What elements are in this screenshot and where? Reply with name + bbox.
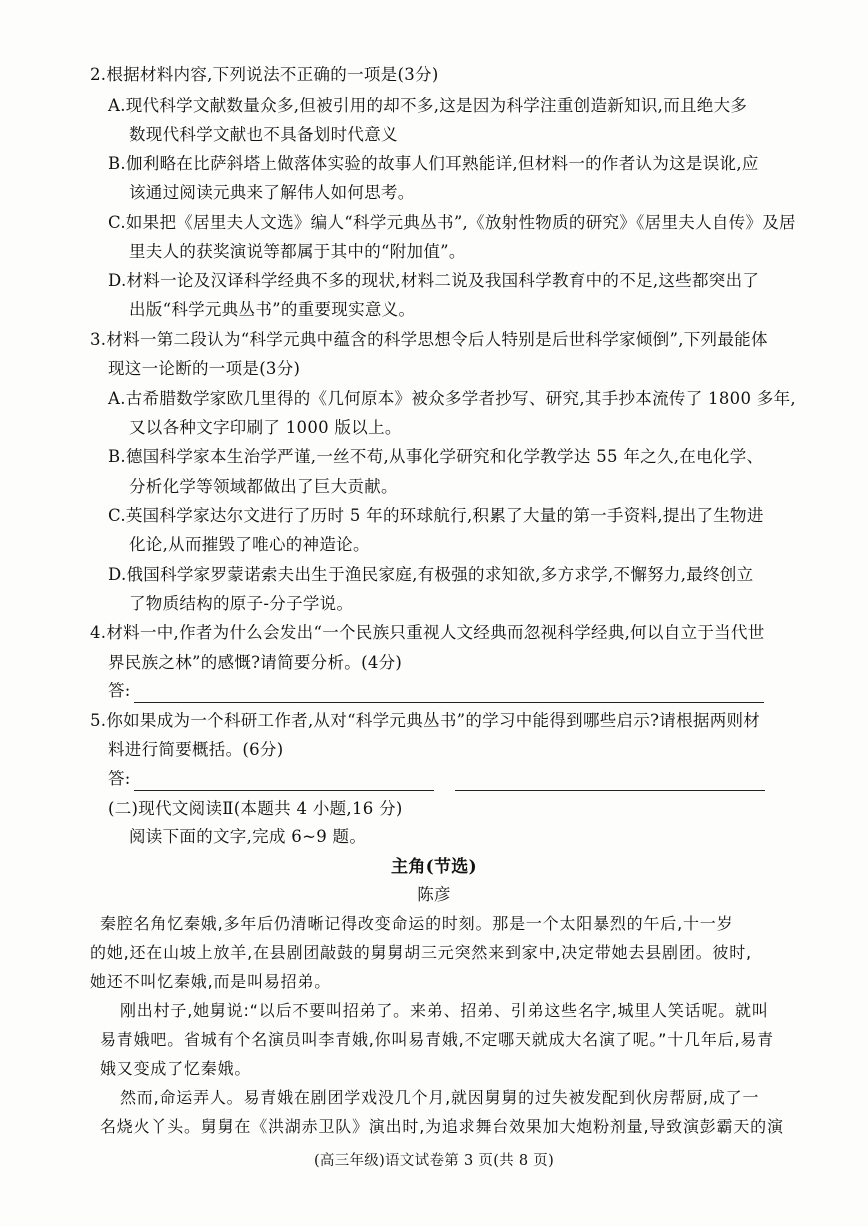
passage-p2-line2: 易青娥吧。省城有个名演员叫李青娥,你叫易青娥,不定哪天就成大名演了呢。”十几年后,易青	[100, 1030, 774, 1049]
q3-option-c-line1: C.英国科学家达尔文进行了历时 5 年的环球航行,积累了大量的第一手资料,提出了生物进	[108, 506, 764, 525]
passage-p1-line1: 秦腔名角忆秦娥,多年后仍清晰记得改变命运的时刻。那是一个太阳暴烈的午后,十一岁	[100, 914, 734, 933]
q5-stem-line2: 料进行简要概括。(6分)	[108, 740, 284, 759]
section-instruction: 阅读下面的文字,完成 6~9 题。	[129, 827, 367, 846]
passage-p1-line2: 的她,还在山坡上放羊,在县剧团敲鼓的舅舅胡三元突然来到家中,决定带她去县剧团。彼时,	[90, 943, 752, 962]
q3-option-d-line1: D.俄国科学家罗蒙诺索夫出生于渔民家庭,有极强的求知欲,多方求学,不懈努力,最终创立	[108, 565, 754, 584]
passage-title: 主角(节选)	[391, 857, 477, 877]
q3-option-b-line2: 分析化学等领域都做出了巨大贡献。	[129, 477, 398, 496]
q5-answer-line-right[interactable]	[455, 790, 765, 791]
q5-answer-label: 答:	[108, 769, 131, 788]
q4-stem-line1: 4.材料一中,作者为什么会发出“一个民族只重视人文经典而忽视科学经典,何以自立于当代世	[90, 623, 765, 642]
q3-option-b-line1: B.德国科学家本生治学严谨,一丝不苟,从事化学研究和化学教学达 55 年之久,在电化学、	[108, 447, 764, 466]
q2-option-b-line1: B.伽利略在比萨斜塔上做落体实验的故事人们耳熟能详,但材料一的作者认为这是误讹,应	[108, 154, 759, 173]
q3-stem-line1: 3.材料一第二段认为“科学元典中蕴含的科学思想令后人特别是后世科学家倾倒”,下列最能体	[90, 330, 768, 349]
q2-stem: 2.根据材料内容,下列说法不正确的一项是(3分)	[90, 65, 439, 84]
q5-answer-line-left[interactable]	[134, 790, 434, 791]
q5-stem-line1: 5.你如果成为一个科研工作者,从对“科学元典丛书”的学习中能得到哪些启示?请根据两则材	[90, 711, 761, 730]
q2-option-c-line1: C.如果把《居里夫人文选》编人“科学元典丛书”,《放射性物质的研究》《居里夫人自传》及居	[108, 213, 796, 232]
q2-option-b-line2: 该通过阅读元典来了解伟人如何思考。	[129, 183, 415, 202]
section-heading: (二)现代文阅读Ⅱ(本题共 4 小题,16 分)	[108, 799, 403, 818]
passage-p2-line3: 娥又变成了忆秦娥。	[100, 1059, 252, 1078]
passage-p1-line3: 她还不叫忆秦娥,而是叫易招弟。	[90, 972, 332, 991]
q2-option-d-line2: 出版“科学元典丛书”的重要现实意义。	[129, 300, 416, 319]
q4-answer-label: 答:	[108, 681, 131, 700]
q2-option-a-line1: A.现代科学文献数量众多,但被引用的却不多,这是因为科学注重创造新知识,而且绝大多	[108, 96, 748, 115]
q3-option-c-line2: 化论,从而摧毁了唯心的神造论。	[129, 535, 370, 554]
passage-p2-line1: 刚出村子,她舅说:“以后不要叫招弟了。来弟、招弟、引弟这些名字,城里人笑话呢。就叫	[120, 1001, 769, 1020]
q3-option-a-line1: A.古希腊数学家欧几里得的《几何原本》被众多学者抄写、研究,其手抄本流传了 1800 多年,	[108, 389, 796, 408]
passage-p3-line2: 名烧火丫头。舅舅在《洪湖赤卫队》演出时,为追求舞台效果加大炮粉剂量,导致演彭霸天的演	[100, 1117, 784, 1136]
q2-option-a-line2: 数现代科学文献也不具备划时代意义	[129, 125, 398, 144]
q2-option-c-line2: 里夫人的获奖演说等都属于其中的“附加值”。	[129, 242, 466, 261]
q3-option-a-line2: 又以各种文字印刷了 1000 版以上。	[129, 418, 402, 437]
passage-p3-line1: 然而,命运弄人。易青娥在剧团学戏没几个月,就因舅舅的过失被发配到伙房帮厨,成了一	[120, 1088, 760, 1107]
passage-author: 陈彦	[417, 885, 451, 904]
q4-stem-line2: 界民族之林”的感慨?请简要分析。(4分)	[108, 653, 403, 672]
page-footer: (高三年级)语文试卷第 3 页(共 8 页)	[313, 1153, 555, 1169]
q3-option-d-line2: 了物质结构的原子-分子学说。	[129, 594, 354, 613]
q2-option-d-line1: D.材料一论及汉译科学经典不多的现状,材料二说及我国科学教育中的不足,这些都突出了	[108, 271, 760, 290]
q4-answer-line[interactable]	[134, 702, 764, 703]
q3-stem-line2: 现这一论断的一项是(3分)	[108, 359, 301, 378]
